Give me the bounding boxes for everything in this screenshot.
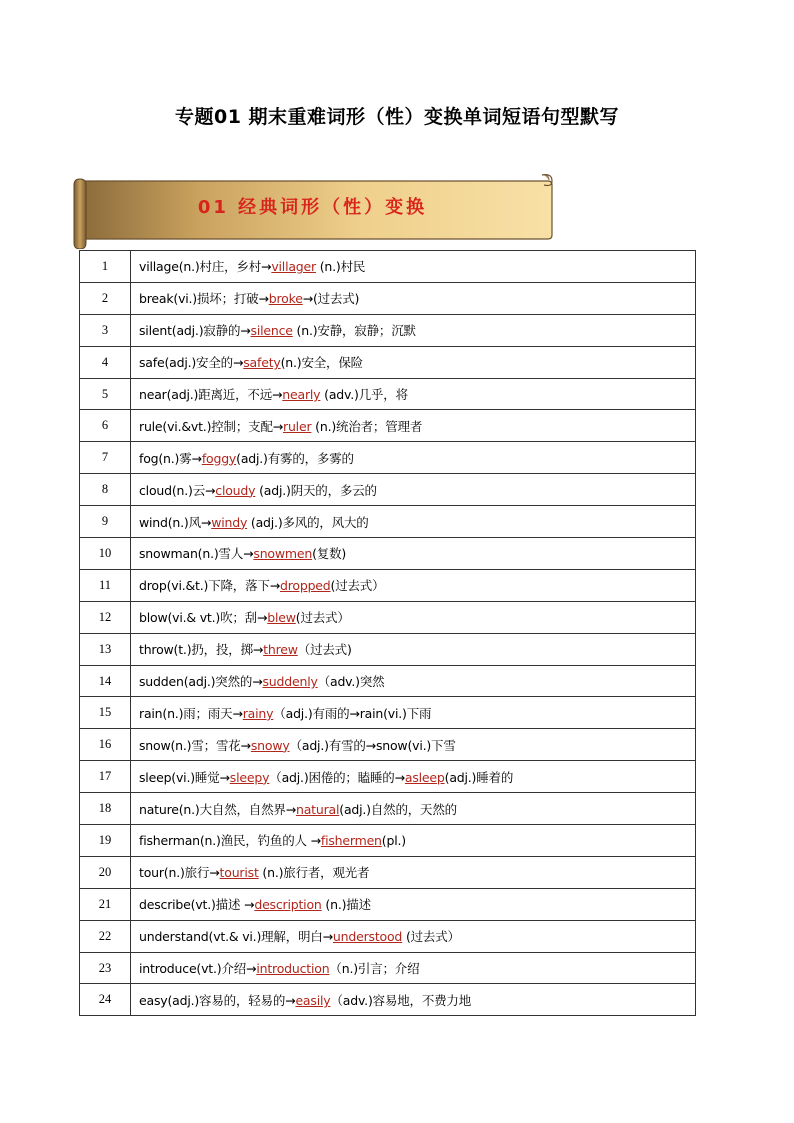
row-number: 24	[80, 984, 131, 1016]
answer-word: dropped	[279, 578, 331, 594]
row-number: 22	[80, 920, 131, 952]
answer-word: ruler	[283, 418, 312, 434]
row-text-part: drop(vi.&t.)下降，落下→	[139, 578, 280, 594]
row-text	[131, 569, 696, 601]
row-text-part: (复数)	[312, 546, 347, 562]
row-number: 9	[80, 506, 131, 538]
answer-word: snowy	[250, 737, 290, 753]
row-number: 6	[80, 410, 131, 442]
row-number: 19	[80, 825, 131, 857]
row-text-part: (过去式）	[295, 610, 350, 626]
table-row	[80, 346, 696, 378]
table-row	[80, 697, 696, 729]
row-text	[131, 856, 696, 888]
row-text	[131, 952, 696, 984]
table-row	[80, 665, 696, 697]
row-text-part: (n.)统治者；管理者	[311, 418, 423, 434]
row-text-part: (adj.)自然的，天然的	[339, 801, 457, 817]
table-row	[80, 442, 696, 474]
row-text-part: snow(n.)雪；雪花→	[139, 737, 251, 753]
row-text-part: near(adj.)距离近，不远→	[139, 387, 283, 402]
row-number: 13	[80, 633, 131, 665]
row-text	[131, 506, 696, 538]
row-number: 14	[80, 665, 131, 697]
row-text	[131, 793, 696, 825]
row-text-part: (过去式）	[402, 929, 460, 945]
answer-word: understood	[332, 929, 403, 945]
row-text-part: (n.)描述	[321, 897, 371, 913]
section-banner	[70, 171, 555, 249]
answer-word: foggy	[201, 450, 237, 466]
row-text	[131, 474, 696, 506]
row-number: 11	[80, 569, 131, 601]
table-row	[80, 729, 696, 761]
table-row	[80, 410, 696, 442]
row-number: 8	[80, 474, 131, 506]
table-row	[80, 888, 696, 920]
row-text	[131, 697, 696, 729]
row-number: 12	[80, 601, 131, 633]
section-title: 01 经典词形（性）变换	[197, 197, 428, 218]
row-number: 7	[80, 442, 131, 474]
answer-word: snowmen	[253, 546, 313, 562]
row-text-part: （adv.)容易地，不费力地	[330, 992, 472, 1008]
row-number: 3	[80, 314, 131, 346]
row-number: 10	[80, 538, 131, 570]
table-row	[80, 378, 696, 410]
row-text	[131, 282, 696, 314]
row-text-part: describe(vt.)描述 →	[139, 897, 255, 913]
answer-word: silence	[250, 323, 293, 339]
table-row	[80, 856, 696, 888]
answer-word: tourist	[219, 865, 259, 881]
table-row	[80, 633, 696, 665]
row-text	[131, 251, 696, 283]
answer-word: safety	[243, 355, 281, 371]
row-text-part: (adj.)睡着的	[444, 769, 514, 785]
row-text-part: →(过去式)	[302, 291, 360, 307]
table-row	[80, 920, 696, 952]
row-text-part: (pl.)	[381, 833, 406, 849]
row-number: 17	[80, 761, 131, 793]
row-text-part: rule(vi.&vt.)控制；支配→	[139, 418, 284, 434]
page-title: 专题01 期末重难词形（性）变换单词短语句型默写	[174, 106, 620, 128]
answer-word: nearly	[282, 387, 321, 402]
row-text-part: (过去式）	[330, 578, 385, 594]
row-text-part: (adj.)阴天的，多云的	[255, 482, 377, 498]
answer-word: asleep	[404, 769, 445, 785]
row-text	[131, 888, 696, 920]
answer-word: natural	[295, 801, 340, 817]
row-text-part: tour(n.)旅行→	[139, 865, 220, 881]
row-number: 4	[80, 346, 131, 378]
answer-word: sleepy	[229, 769, 270, 785]
row-number: 21	[80, 888, 131, 920]
row-text-part: （n.)引言；介绍	[329, 961, 420, 977]
answer-word: windy	[211, 514, 248, 530]
row-text-part: （adj.)有雨的→rain(vi.)下雨	[273, 705, 432, 721]
row-text	[131, 538, 696, 570]
answer-word: suddenly	[262, 674, 318, 690]
row-number: 5	[80, 378, 131, 410]
row-number: 18	[80, 793, 131, 825]
row-text-part: cloud(n.)云→	[139, 482, 216, 498]
row-text-part: village(n.)村庄，乡村→	[139, 259, 272, 275]
row-text	[131, 410, 696, 442]
row-text-part: (n.)村民	[315, 259, 366, 275]
table-row	[80, 952, 696, 984]
table-row	[80, 251, 696, 283]
row-text-part: throw(t.)扔，投，掷→	[139, 642, 264, 658]
row-number: 20	[80, 856, 131, 888]
row-text-part: rain(n.)雨；雨天→	[139, 705, 243, 721]
row-text-part: introduce(vt.)介绍→	[139, 961, 257, 977]
row-text	[131, 633, 696, 665]
row-text-part: (adv.)几乎，将	[320, 387, 408, 402]
row-text-part: sudden(adj.)突然的→	[139, 674, 263, 690]
answer-word: blew	[267, 610, 296, 626]
row-text-part: snowman(n.)雪人→	[139, 546, 254, 562]
row-text-part: sleep(vi.)睡觉→	[139, 769, 230, 785]
row-text-part: blow(vi.& vt.)吹；刮→	[139, 610, 268, 626]
row-text	[131, 761, 696, 793]
table-row	[80, 761, 696, 793]
row-text-part: safe(adj.)安全的→	[139, 355, 244, 371]
row-text	[131, 378, 696, 410]
row-text	[131, 825, 696, 857]
row-text-part: （adj.)困倦的；瞌睡的→	[269, 769, 405, 785]
answer-word: threw	[263, 642, 298, 658]
row-text-part: fog(n.)雾→	[139, 450, 202, 466]
answer-word: fishermen	[320, 833, 382, 849]
row-text-part: (n.)旅行者，观光者	[258, 865, 370, 881]
answer-word: description	[254, 897, 322, 913]
row-text	[131, 920, 696, 952]
table-row	[80, 282, 696, 314]
table-row	[80, 538, 696, 570]
row-text	[131, 665, 696, 697]
row-text-part: （adv.)突然	[317, 674, 385, 690]
row-text	[131, 601, 696, 633]
table-row	[80, 569, 696, 601]
row-number: 16	[80, 729, 131, 761]
table-row	[80, 601, 696, 633]
row-text	[131, 346, 696, 378]
row-text-part: nature(n.)大自然，自然界→	[139, 801, 296, 817]
answer-word: rainy	[242, 705, 274, 721]
row-text-part: easy(adj.)容易的，轻易的→	[139, 992, 296, 1008]
table-row	[80, 984, 696, 1016]
row-text-part: fisherman(n.)渔民，钓鱼的人 →	[139, 833, 321, 849]
table-row	[80, 314, 696, 346]
answer-word: cloudy	[215, 482, 256, 498]
table-row	[80, 474, 696, 506]
answer-word: introduction	[256, 961, 330, 977]
table-row	[80, 506, 696, 538]
row-number: 2	[80, 282, 131, 314]
row-text-part: (n.)安静，寂静；沉默	[292, 323, 416, 339]
row-text	[131, 442, 696, 474]
row-text-part: silent(adj.)寂静的→	[139, 323, 251, 339]
row-text-part: wind(n.)风→	[139, 514, 212, 530]
row-text	[131, 984, 696, 1016]
answer-word: broke	[268, 291, 303, 307]
row-text	[131, 314, 696, 346]
row-text-part: （过去式)	[297, 642, 352, 658]
row-text-part: understand(vt.& vi.)理解，明白→	[139, 929, 333, 945]
row-text	[131, 729, 696, 761]
row-number: 15	[80, 697, 131, 729]
row-text-part: (adj.)有雾的，多雾的	[236, 450, 354, 466]
vocab-table	[79, 250, 696, 1016]
row-number: 1	[80, 251, 131, 283]
row-text-part: (n.)安全，保险	[280, 355, 363, 371]
row-text-part: (adj.)多风的，风大的	[247, 514, 369, 530]
row-text-part: （adj.)有雪的→snow(vi.)下雪	[289, 737, 456, 753]
answer-word: easily	[295, 992, 331, 1008]
table-row	[80, 825, 696, 857]
answer-word: villager	[271, 259, 316, 275]
row-text-part: break(vi.)损坏；打破→	[139, 291, 269, 307]
row-number: 23	[80, 952, 131, 984]
table-row	[80, 793, 696, 825]
